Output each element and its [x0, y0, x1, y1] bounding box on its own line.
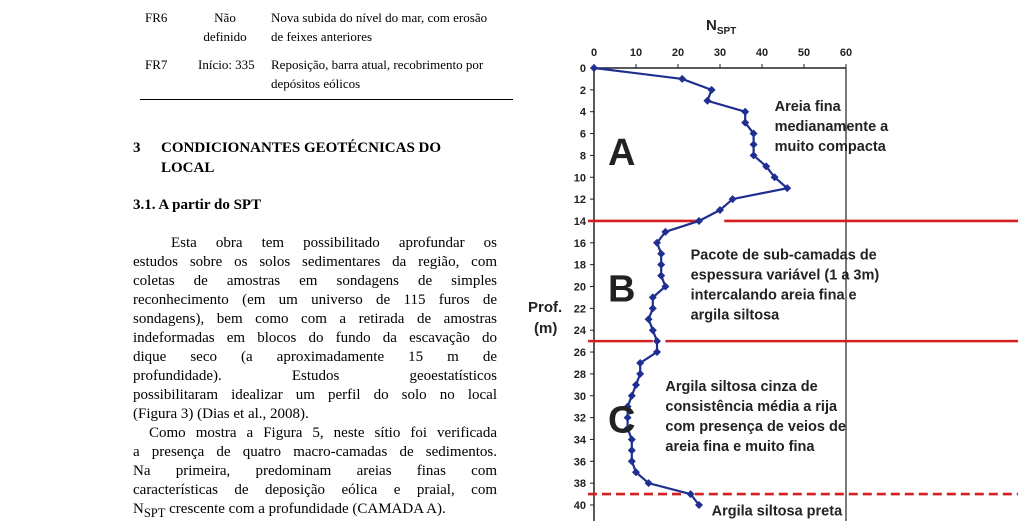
y-tick-label: 24 [573, 325, 586, 338]
x-tick-label: 40 [755, 47, 769, 59]
layer-description-line: areia fina e muito fina [665, 438, 815, 455]
text-line: sondagens), bem como com a retirada de amostras [133, 311, 497, 327]
y-tick-label: 28 [573, 368, 586, 381]
y-tick-label: 22 [573, 303, 586, 316]
table-cell-code: FR6 [145, 10, 168, 25]
y-tick-label: 18 [573, 259, 586, 272]
y-tick-label: 20 [573, 281, 586, 294]
y-tick-label: 26 [573, 347, 586, 360]
table-cell-age: Não definido [203, 10, 247, 44]
y-tick-label: 8 [579, 150, 586, 163]
paragraph-2 [133, 424, 497, 523]
subsection-heading: 3.1. A partir do SPT [133, 197, 262, 213]
layer-letter: A [608, 131, 636, 174]
x-tick-label: 10 [629, 47, 643, 59]
section-title-line2: LOCAL [161, 160, 215, 176]
text-line: dique seco (a aproximadamente 15 m de [133, 349, 497, 365]
y-tick-label: 16 [573, 237, 586, 250]
text-line: a presença de quatro macro-camadas de sedimentos. [133, 444, 497, 460]
y-tick-label: 10 [573, 172, 586, 185]
table-cell-description: Reposição, barra atual, recobrimento por depósitos eólicos [271, 57, 484, 91]
layer-description-line: Argila siltosa preta [711, 503, 843, 520]
x-tick-label: 0 [590, 47, 598, 59]
layer-description-line: consistência média a rija [665, 398, 838, 415]
y-tick-label: 14 [573, 215, 586, 228]
text-line: estudos sobre os solos sedimentares da região, com [133, 254, 497, 270]
table-row-fr6 [0, 8, 530, 48]
section-heading [133, 138, 513, 178]
section-title-line1: CONDICIONANTES GEOTÉCNICAS DO [161, 140, 442, 156]
layer-letter: B [608, 268, 636, 311]
table-cell-age: Início: 335 [198, 57, 255, 72]
chart-title: $N_{SPT}$ [706, 17, 737, 37]
layer-description-line: Pacote de sub-camadas de [690, 247, 877, 264]
x-tick-label: 20 [671, 47, 685, 59]
x-tick-label: 50 [797, 47, 811, 59]
paragraph-1 [133, 234, 497, 424]
text-line: Como mostra a Figura 5, neste sítio foi verificada [149, 425, 497, 441]
layer-letter: C [608, 399, 636, 442]
layer-description-line: Areia fina [774, 99, 841, 116]
table-cell-description: Nova subida do nível do mar, com erosão de feixes anteriores [271, 10, 488, 44]
text-line: indeformadas em blocos do fundo da escavação do [133, 330, 497, 346]
text-line: possibilitaram idealizar um perfil do solo no local [133, 387, 497, 403]
layer-description-line: espessura variável (1 a 3m) [690, 267, 880, 284]
text-line: profundidade). Estudos geoestatísticos [133, 368, 497, 384]
spt-profile-figure [520, 0, 1024, 521]
table-cell-code: FR7 [145, 57, 168, 72]
x-tick-label: 30 [713, 47, 727, 59]
y-tick-label: 34 [573, 434, 586, 447]
y-tick-label: 40 [573, 500, 586, 512]
table-bottom-rule [140, 99, 513, 100]
y-tick-label: 12 [573, 194, 586, 207]
text-line: $N_{SPT}$ crescente com a profundidade (CAMADA A). [133, 501, 446, 520]
layer-description-line: argila siltosa [690, 307, 780, 324]
text-line: coletas de amostras em sondagens de simples [133, 273, 497, 289]
y-tick-label: 0 [579, 63, 586, 75]
y-tick-label: 4 [579, 106, 586, 119]
text-line: (Figura 3) (Dias et al., 2008). [133, 406, 309, 422]
y-tick-label: 36 [573, 456, 586, 469]
y-tick-label: 2 [579, 84, 586, 97]
y-axis-label-line2: (m) [534, 320, 558, 337]
spt-profile-chart [520, 0, 1024, 521]
y-tick-label: 6 [579, 128, 586, 141]
section-number: 3 [133, 140, 141, 156]
layer-description-line: medianamente a [774, 119, 889, 136]
y-tick-label: 32 [573, 412, 586, 425]
y-tick-label: 30 [573, 390, 586, 403]
layer-description-line: muito compacta [774, 139, 886, 156]
layer-description-line: intercalando areia fina e [690, 287, 857, 304]
y-axis-label-line1: Prof. [528, 299, 563, 316]
text-line: Esta obra tem possibilitado aprofundar os [171, 235, 497, 251]
layer-description-line: com presença de veios de [665, 418, 846, 435]
y-tick-label: 38 [573, 478, 586, 491]
text-line: reconhecimento (em um universo de 115 furos de [133, 292, 497, 308]
text-line: Na primeira, predominam areias finas com [133, 463, 497, 479]
layer-description-line: Argila siltosa cinza de [665, 378, 818, 395]
x-tick-label: 60 [839, 47, 853, 59]
text-line: características de deposição eólica e praial, com [133, 482, 497, 498]
table-row-fr7 [0, 55, 530, 95]
